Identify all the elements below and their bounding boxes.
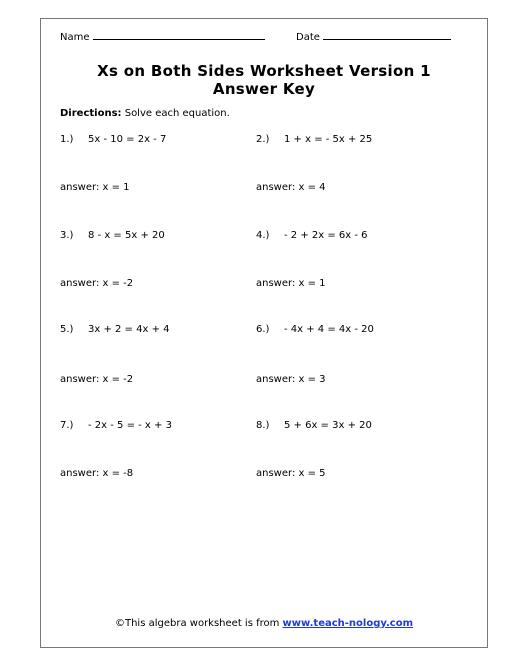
directions [60,108,230,119]
problem-answer: answer: x = -8 [60,468,134,479]
footer-text: ©This algebra worksheet is from [114,618,283,629]
problem-answer: answer: x = 4 [256,182,326,193]
problem-equation: 8 - x = 5x + 20 [88,230,165,241]
problem-number: 5.) [60,324,74,335]
problem-number: 6.) [256,324,270,335]
problem-number: 4.) [256,230,270,241]
name-line [93,30,265,40]
problem-answer: answer: x = 1 [60,182,130,193]
footer-link[interactable]: www.teach-nology.com [282,618,413,629]
answer-key-title: Answer Key [212,80,316,98]
problem-number: 2.) [256,134,270,145]
problem-answer: answer: x = 5 [256,468,326,479]
problem-equation: 3x + 2 = 4x + 4 [88,324,170,335]
problem-equation: 1 + x = - 5x + 25 [284,134,373,145]
problem-number: 3.) [60,230,74,241]
problem-equation: - 2 + 2x = 6x - 6 [284,230,368,241]
directions-label: Directions: [60,108,122,119]
problem-number: 1.) [60,134,74,145]
problem-equation: - 2x - 5 = - x + 3 [88,420,172,431]
problem-equation: - 4x + 4 = 4x - 20 [284,324,374,335]
directions-text: Solve each equation. [124,108,230,119]
problem-equation: 5 + 6x = 3x + 20 [284,420,372,431]
worksheet-title: Xs on Both Sides Worksheet Version 1 [97,62,431,80]
problem-number: 7.) [60,420,74,431]
footer [40,618,488,629]
problem-answer: answer: x = 1 [256,278,326,289]
name-field [60,30,265,43]
date-field [296,30,451,43]
problem-equation: 5x - 10 = 2x - 7 [88,134,167,145]
problem-answer: answer: x = 3 [256,374,326,385]
date-label: Date [296,32,320,43]
problem-answer: answer: x = -2 [60,374,134,385]
date-line [323,30,451,40]
name-label: Name [60,32,90,43]
problem-number: 8.) [256,420,270,431]
problem-answer: answer: x = -2 [60,278,134,289]
